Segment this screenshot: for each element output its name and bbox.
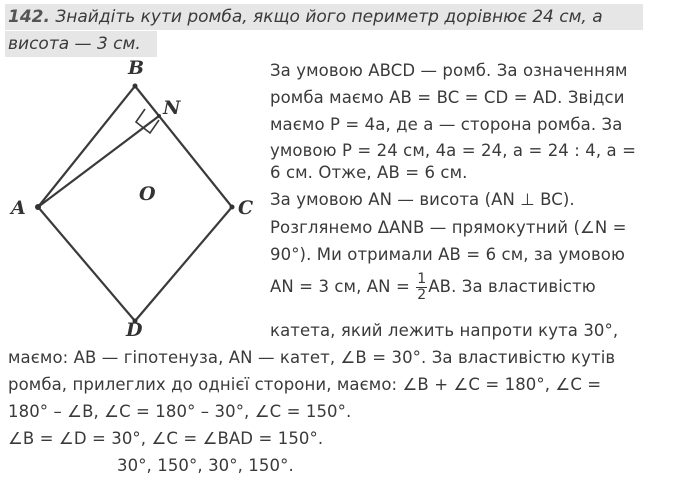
solution-line-2: ромба маємо AB = BC = CD = AD. Звідси bbox=[270, 88, 625, 107]
solution-line-12: 180° – ∠B, ∠C = 180° – 30°, ∠C = 150°. bbox=[8, 402, 352, 421]
problem-title-line-1 bbox=[8, 7, 603, 27]
fraction-denominator: 2 bbox=[417, 287, 427, 303]
problem-number: 142. bbox=[8, 7, 50, 27]
problem-statement-1: Знайдіть кути ромба, якщо його периметр дорівнює 24 см, а bbox=[55, 7, 603, 27]
solution-line-9: катета, який лежить напроти кута 30°, bbox=[270, 321, 619, 340]
fraction-line-after: AB. За властивістю bbox=[428, 277, 596, 296]
label-n: N bbox=[163, 97, 181, 119]
rhombus-figure bbox=[0, 50, 270, 340]
point-a bbox=[35, 204, 41, 210]
label-d: D bbox=[126, 319, 143, 340]
fraction-one-half bbox=[416, 272, 427, 303]
solution-line-8: 90°). Ми отримали AB = 6 см, за умовою bbox=[270, 245, 625, 264]
solution-line-13: ∠B = ∠D = 30°, ∠C = ∠BAD = 150°. bbox=[8, 429, 324, 448]
label-b: B bbox=[128, 57, 145, 79]
label-a: A bbox=[11, 197, 26, 219]
point-n bbox=[157, 114, 161, 118]
label-o: O bbox=[139, 183, 156, 205]
solution-line-4: умовою P = 24 см, 4a = 24, a = 24 : 4, a = bbox=[270, 141, 637, 160]
point-c bbox=[230, 205, 235, 210]
solution-line-5: 6 см. Отже, AB = 6 см. bbox=[270, 163, 468, 182]
solution-line-6: За умовою AN — висота (AN ⊥ BC). bbox=[270, 190, 575, 209]
rhombus-shape bbox=[38, 86, 232, 321]
solution-line-3: маємо P = 4a, де a — сторона ромба. За bbox=[270, 115, 623, 134]
fraction-numerator: 1 bbox=[417, 271, 427, 287]
problem-statement-2: висота — 3 см. bbox=[8, 34, 141, 54]
point-b bbox=[133, 84, 138, 89]
solution-line-10: маємо: AB — гіпотенуза, AN — катет, ∠B = 30°. За властивістю кутів bbox=[8, 348, 616, 367]
solution-line-11: ромба, прилеглих до однієї сторони, маємо: ∠B + ∠C = 180°, ∠C = bbox=[8, 375, 602, 394]
solution-fraction-line bbox=[270, 272, 596, 303]
label-c: C bbox=[238, 197, 254, 219]
answer-line: 30°, 150°, 30°, 150°. bbox=[117, 456, 294, 475]
fraction-line-before: AN = 3 см, AN = bbox=[270, 277, 416, 296]
solution-line-1: За умовою ABCD — ромб. За означенням bbox=[270, 61, 628, 80]
solution-line-7: Розглянемо ΔANB — прямокутний (∠N = bbox=[270, 218, 627, 237]
